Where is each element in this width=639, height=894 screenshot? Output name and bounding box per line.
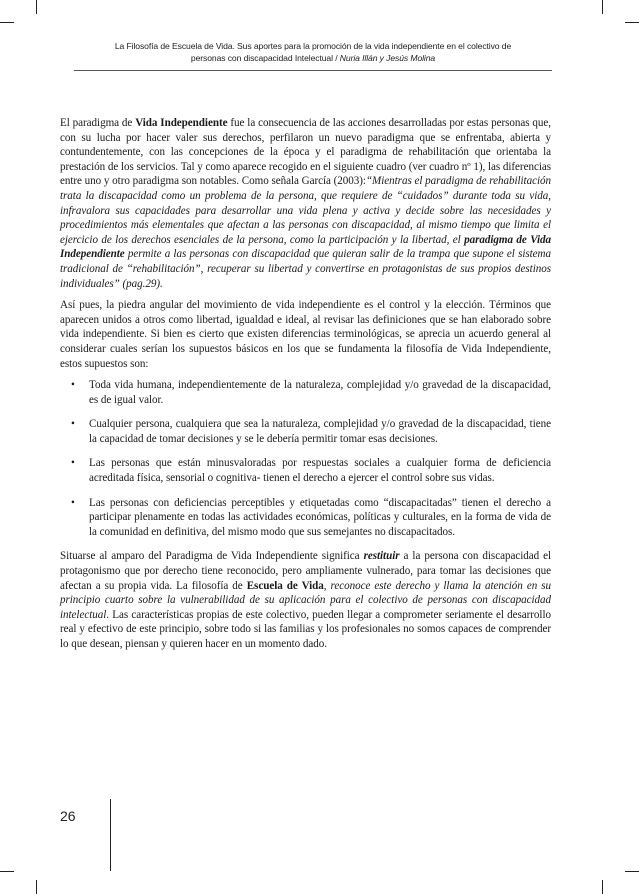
p3-text-4: . Las características propias de este colectivo, pueden llegar a comprometer seriamente el desarrollo real y efectivo de este principio, sobre todo si las familias y los profesionales no somos capaces de comprender lo que desean, piensan y quieren hacer en un momento dado. bbox=[60, 608, 551, 650]
paragraph-1 bbox=[60, 116, 551, 291]
paragraph-2: Así pues, la piedra angular del movimiento de vida independiente es el control y la elección. Términos que aparecen unidos a otros como libertad, igualdad e ideal, al revisar las definiciones que se han elaborado sobre vida independiente. Si bien es cierto que existen diferencias terminológicas, se aprecia un acuerdo general al considerar cuales serían los supuestos básicos en los que se fundamenta la filosofía de Vida Independiente, estos supuestos son: bbox=[60, 299, 551, 370]
list-item bbox=[60, 456, 551, 485]
list-item bbox=[60, 378, 551, 407]
footer-rule bbox=[110, 799, 111, 871]
list-item bbox=[60, 496, 551, 540]
crop-mark bbox=[0, 22, 14, 23]
header-line-1: La Filosofía de Escuela de Vida. Sus aportes para la promoción de la vida independiente en el colectivo de bbox=[114, 41, 512, 51]
crop-mark bbox=[625, 871, 639, 872]
p3-bold-escuela-de-vida: Escuela de Vida bbox=[246, 579, 324, 592]
header-rule bbox=[74, 70, 552, 71]
list-item bbox=[60, 417, 551, 446]
header-line-2 bbox=[74, 52, 552, 64]
bullet-icon: • bbox=[71, 418, 75, 431]
paragraph-3 bbox=[60, 549, 551, 651]
header-line-2-text: personas con discapacidad Intelectual / bbox=[190, 53, 340, 63]
crop-mark bbox=[602, 0, 603, 14]
p1-quote-bold: paradigma de Vida Independiente bbox=[60, 233, 551, 261]
running-header bbox=[74, 40, 552, 64]
p3-text-2: a la persona con discapacidad el protagonismo que por derecho tiene reconocido, pero ampliamente vulnerado, para tomar las decisiones que afectan a su propia vida. La filosofía de bbox=[60, 550, 552, 592]
p3-text-1: Situarse al amparo del Paradigma de Vida Independiente significa bbox=[60, 550, 364, 563]
bullet-icon: • bbox=[71, 457, 75, 470]
list-item-text: Las personas que están minusvaloradas por respuestas sociales a cualquier forma de deficiencia acreditada física, sensorial o cognitiva- tienen el derecho a ejercer el control sobre sus vidas. bbox=[89, 457, 551, 485]
list-item-text: Las personas con deficiencias perceptibles y etiquetadas como “discapacitadas” tienen el derecho a participar plenamente en todas las actividades económicas, políticas y culturales, en la forma de vida de la comunidad en definitiva, del mismo modo que sus semejantes no discapacitados. bbox=[89, 496, 551, 538]
list-item-text: Cualquier persona, cualquiera que sea la naturaleza, complejidad y/o gravedad de la discapacidad, tiene la capacidad de tomar decisiones y se le debería permitir tomar esas decisiones. bbox=[89, 418, 551, 445]
bullet-icon: • bbox=[71, 496, 75, 509]
page-body bbox=[60, 116, 551, 659]
p1-quote-1: “Mientras el paradigma de rehabilitación trata la discapacidad como un problema de la persona, que requiere de “cuidados” durante toda su vida, infravalora sus capacidades para desarrollar una vida plena y activa y decide sobre las necesidades y procedimientos más elementales que afectan a las personas con discapacidad, al mismo tiempo que limita el ejercicio de los derechos esenciales de la persona, como la participación y la libertad, el bbox=[60, 175, 551, 246]
p1-text-1: El paradigma de bbox=[60, 117, 136, 129]
crop-mark bbox=[602, 880, 603, 894]
list-item-text: Toda vida humana, independientemente de la naturaleza, complejidad y/o gravedad de la discapacidad, es de igual valor. bbox=[89, 379, 551, 406]
crop-mark bbox=[0, 871, 14, 872]
bullet-list bbox=[60, 378, 551, 539]
p3-text-3: , bbox=[323, 579, 331, 592]
crop-mark bbox=[625, 22, 639, 23]
page-number: 26 bbox=[60, 808, 76, 824]
p1-quote-2: permite a las personas con discapacidad que quieran salir de la trampa que supone el sistema tradicional de “rehabilitación”, recuperar su libertad y convertirse en protagonistas de sus propios destinos individuales” (pag.29). bbox=[60, 248, 551, 290]
header-authors: Nuria Illán y Jesús Molina bbox=[339, 53, 436, 63]
p1-text-2: fue la consecuencia de las acciones desarrolladas por estas personas que, con su lucha por hacer valer sus derechos, perfilaron un nuevo paradigma que se enfrentaba, abierta y contundentemente, con las concepciones de la época y el paradigma de rehabilitación que orientaba la prestación de los servicios. Tal y como aparece recogido en el siguiente cuadro (ver cuadro nº 1), las diferencias entre uno y otro paradigma son notables. Como señala García (2003): bbox=[60, 117, 551, 188]
p3-bold-restituir: restituir bbox=[363, 550, 400, 563]
p3-italic: reconoce este derecho y llama la atención en su principio cuarto sobre la vulnerabilidad de su aplicación para el colectivo de personas con discapacidad intelectual bbox=[60, 579, 551, 621]
crop-mark bbox=[36, 880, 37, 894]
crop-mark bbox=[36, 0, 37, 14]
p1-bold-vida-independiente: Vida Independiente bbox=[135, 117, 228, 129]
bullet-icon: • bbox=[71, 379, 75, 392]
